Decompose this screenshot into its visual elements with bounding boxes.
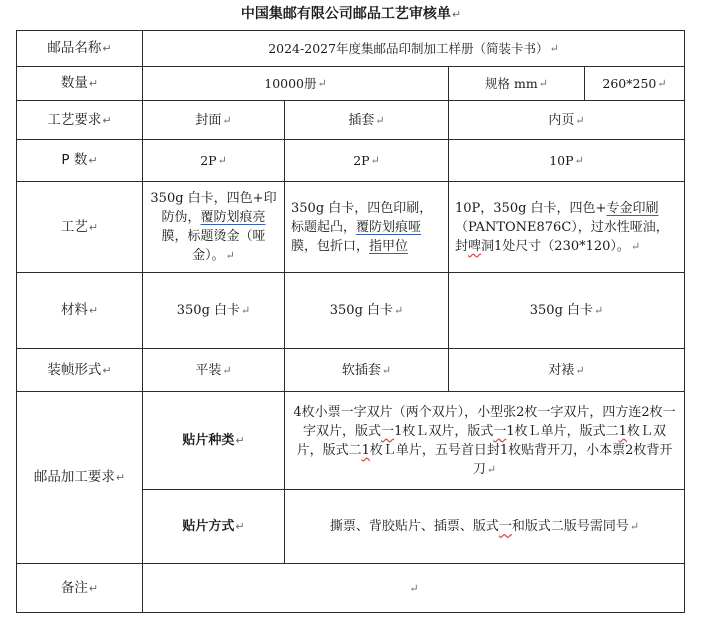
- material-inner: 350g 白卡 ↵: [448, 272, 684, 348]
- table-border-right: [684, 30, 685, 613]
- stamp-product-name-value: 2024-2027年度集邮品印制加工样册（简装卡书） ↵: [142, 30, 684, 66]
- binding-cover: 平装 ↵: [142, 348, 284, 391]
- craft-label: 工艺 ↵: [16, 181, 142, 272]
- sticker-type-value: 4枚小票一字双片（两个双片），小型张2枚一字双片，四方连2枚一字双片，版式一1枚Ｌ双片，版式一1枚Ｌ单片，版式二1枚Ｌ双片，版式二1枚Ｌ单片，五号首日封1枚贴背开刀，小本票2枚背开刀↵: [284, 391, 684, 489]
- column-cover-header: 封面 ↵: [142, 100, 284, 139]
- process-requirement-label: 工艺要求 ↵: [16, 100, 142, 139]
- sticker-type-label: 贴片种类 ↵: [142, 391, 284, 489]
- page-count-insert: 2P ↵: [284, 139, 448, 181]
- binding-inner: 对裱 ↵: [448, 348, 684, 391]
- sticker-method-value: 撕票、背胶贴片、插票、版式一和版式二版号需同号↵: [284, 489, 684, 563]
- stamp-product-name-label: 邮品名称 ↵: [16, 30, 142, 66]
- craft-insert: 350g 白卡，四色印刷，标题起凸，覆防划痕哑膜，包折口，指甲位: [284, 181, 448, 272]
- table-border-bottom: [16, 612, 685, 613]
- quantity-label: 数量 ↵: [16, 66, 142, 100]
- page-count-label: P 数 ↵: [16, 139, 142, 181]
- paragraph-mark: ↵: [451, 8, 462, 21]
- craft-cover: 350g 白卡，四色+印防伪，覆防划痕亮膜，标题烫金（哑金）。↵: [142, 181, 284, 272]
- binding-insert: 软插套 ↵: [284, 348, 448, 391]
- binding-label: 装帧形式 ↵: [16, 348, 142, 391]
- column-insert-header: 插套 ↵: [284, 100, 448, 139]
- material-insert: 350g 白卡 ↵: [284, 272, 448, 348]
- material-label: 材料 ↵: [16, 272, 142, 348]
- page-count-cover: 2P ↵: [142, 139, 284, 181]
- spec-label: 规格 mm ↵: [448, 66, 584, 100]
- processing-requirement-label: 邮品加工要求 ↵: [16, 391, 142, 563]
- remark-label: 备注 ↵: [16, 563, 142, 612]
- document-title: 中国集邮有限公司邮品工艺审核单↵: [240, 6, 462, 22]
- sticker-method-label: 贴片方式 ↵: [142, 489, 284, 563]
- quantity-value: 10000册 ↵: [142, 66, 448, 100]
- craft-inner: 10P，350g 白卡，四色+专金印刷（PANTONE876C），过水性哑油，封啤洞1处尺寸（230*120）。↵: [448, 181, 684, 272]
- remark-value: ↵: [142, 563, 684, 612]
- page-count-inner: 10P ↵: [448, 139, 684, 181]
- material-cover: 350g 白卡 ↵: [142, 272, 284, 348]
- spec-value: 260*250 ↵: [584, 66, 684, 100]
- column-inner-header: 内页 ↵: [448, 100, 684, 139]
